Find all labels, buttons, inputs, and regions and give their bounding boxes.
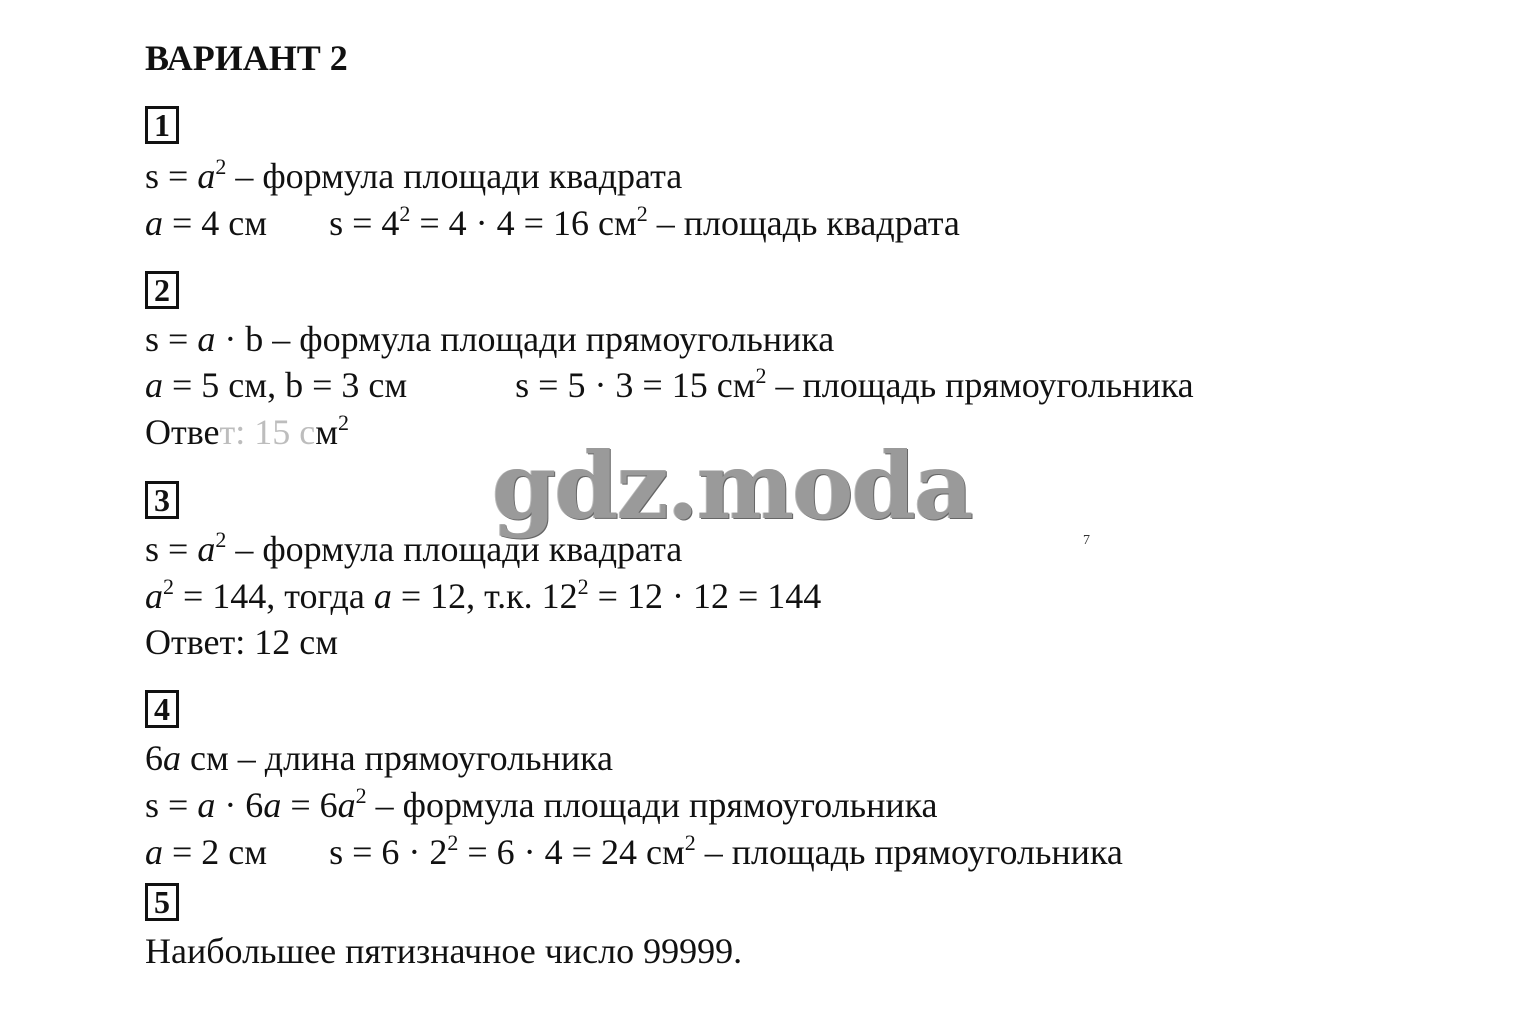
task5-line1: Наибольшее пятизначное число 99999. xyxy=(145,931,743,971)
task-number-4: 4 xyxy=(145,690,179,728)
task3-line2: $a^2 = 144$, тогда a = 12, т.к. $12^2 = 12 \cdot 12 = 144$ xyxy=(145,574,822,616)
task4-line1: 6a см – длина прямоугольника xyxy=(145,738,614,778)
task2-answer: Ответ: 15 $см^2$ xyxy=(145,410,349,452)
task3-answer: Ответ: 12 см xyxy=(145,622,338,662)
task2-line2: a = 5 см, b = 3 см s = 5 · 3 = 15 $см^2$ – площадь прямоугольника xyxy=(145,363,1194,405)
task1-line2: a = 4 см $s = 4^2 = 4 \cdot 4 = 16$ $см^2$ – площадь квадрата xyxy=(145,201,960,243)
page-title: ВАРИАНТ 2 xyxy=(145,38,348,78)
task-number-1: 1 xyxy=(145,106,179,144)
task1-line1: $s = a^2$ – формула площади квадрата xyxy=(145,154,683,196)
task4-line3: a = 2 см $s = 6 \cdot 2^2 = 6 \cdot 4 = 24$ $см^2$ – площадь прямоугольника xyxy=(145,830,1123,872)
task-number-3: 3 xyxy=(145,481,179,519)
task2-line1: s = a · b – формула площади прямоугольника xyxy=(145,319,835,359)
task-number-2: 2 xyxy=(145,271,179,309)
task3-line1: $s = a^2$ – формула площади квадрата xyxy=(145,527,683,569)
watermark-logo: gdz.moda xyxy=(492,432,972,540)
task4-line2: $s = a \cdot 6a = 6a^2$ – формула площади прямоугольника xyxy=(145,783,938,825)
stray-mark: 7 xyxy=(1083,533,1090,548)
task-number-5: 5 xyxy=(145,883,179,921)
